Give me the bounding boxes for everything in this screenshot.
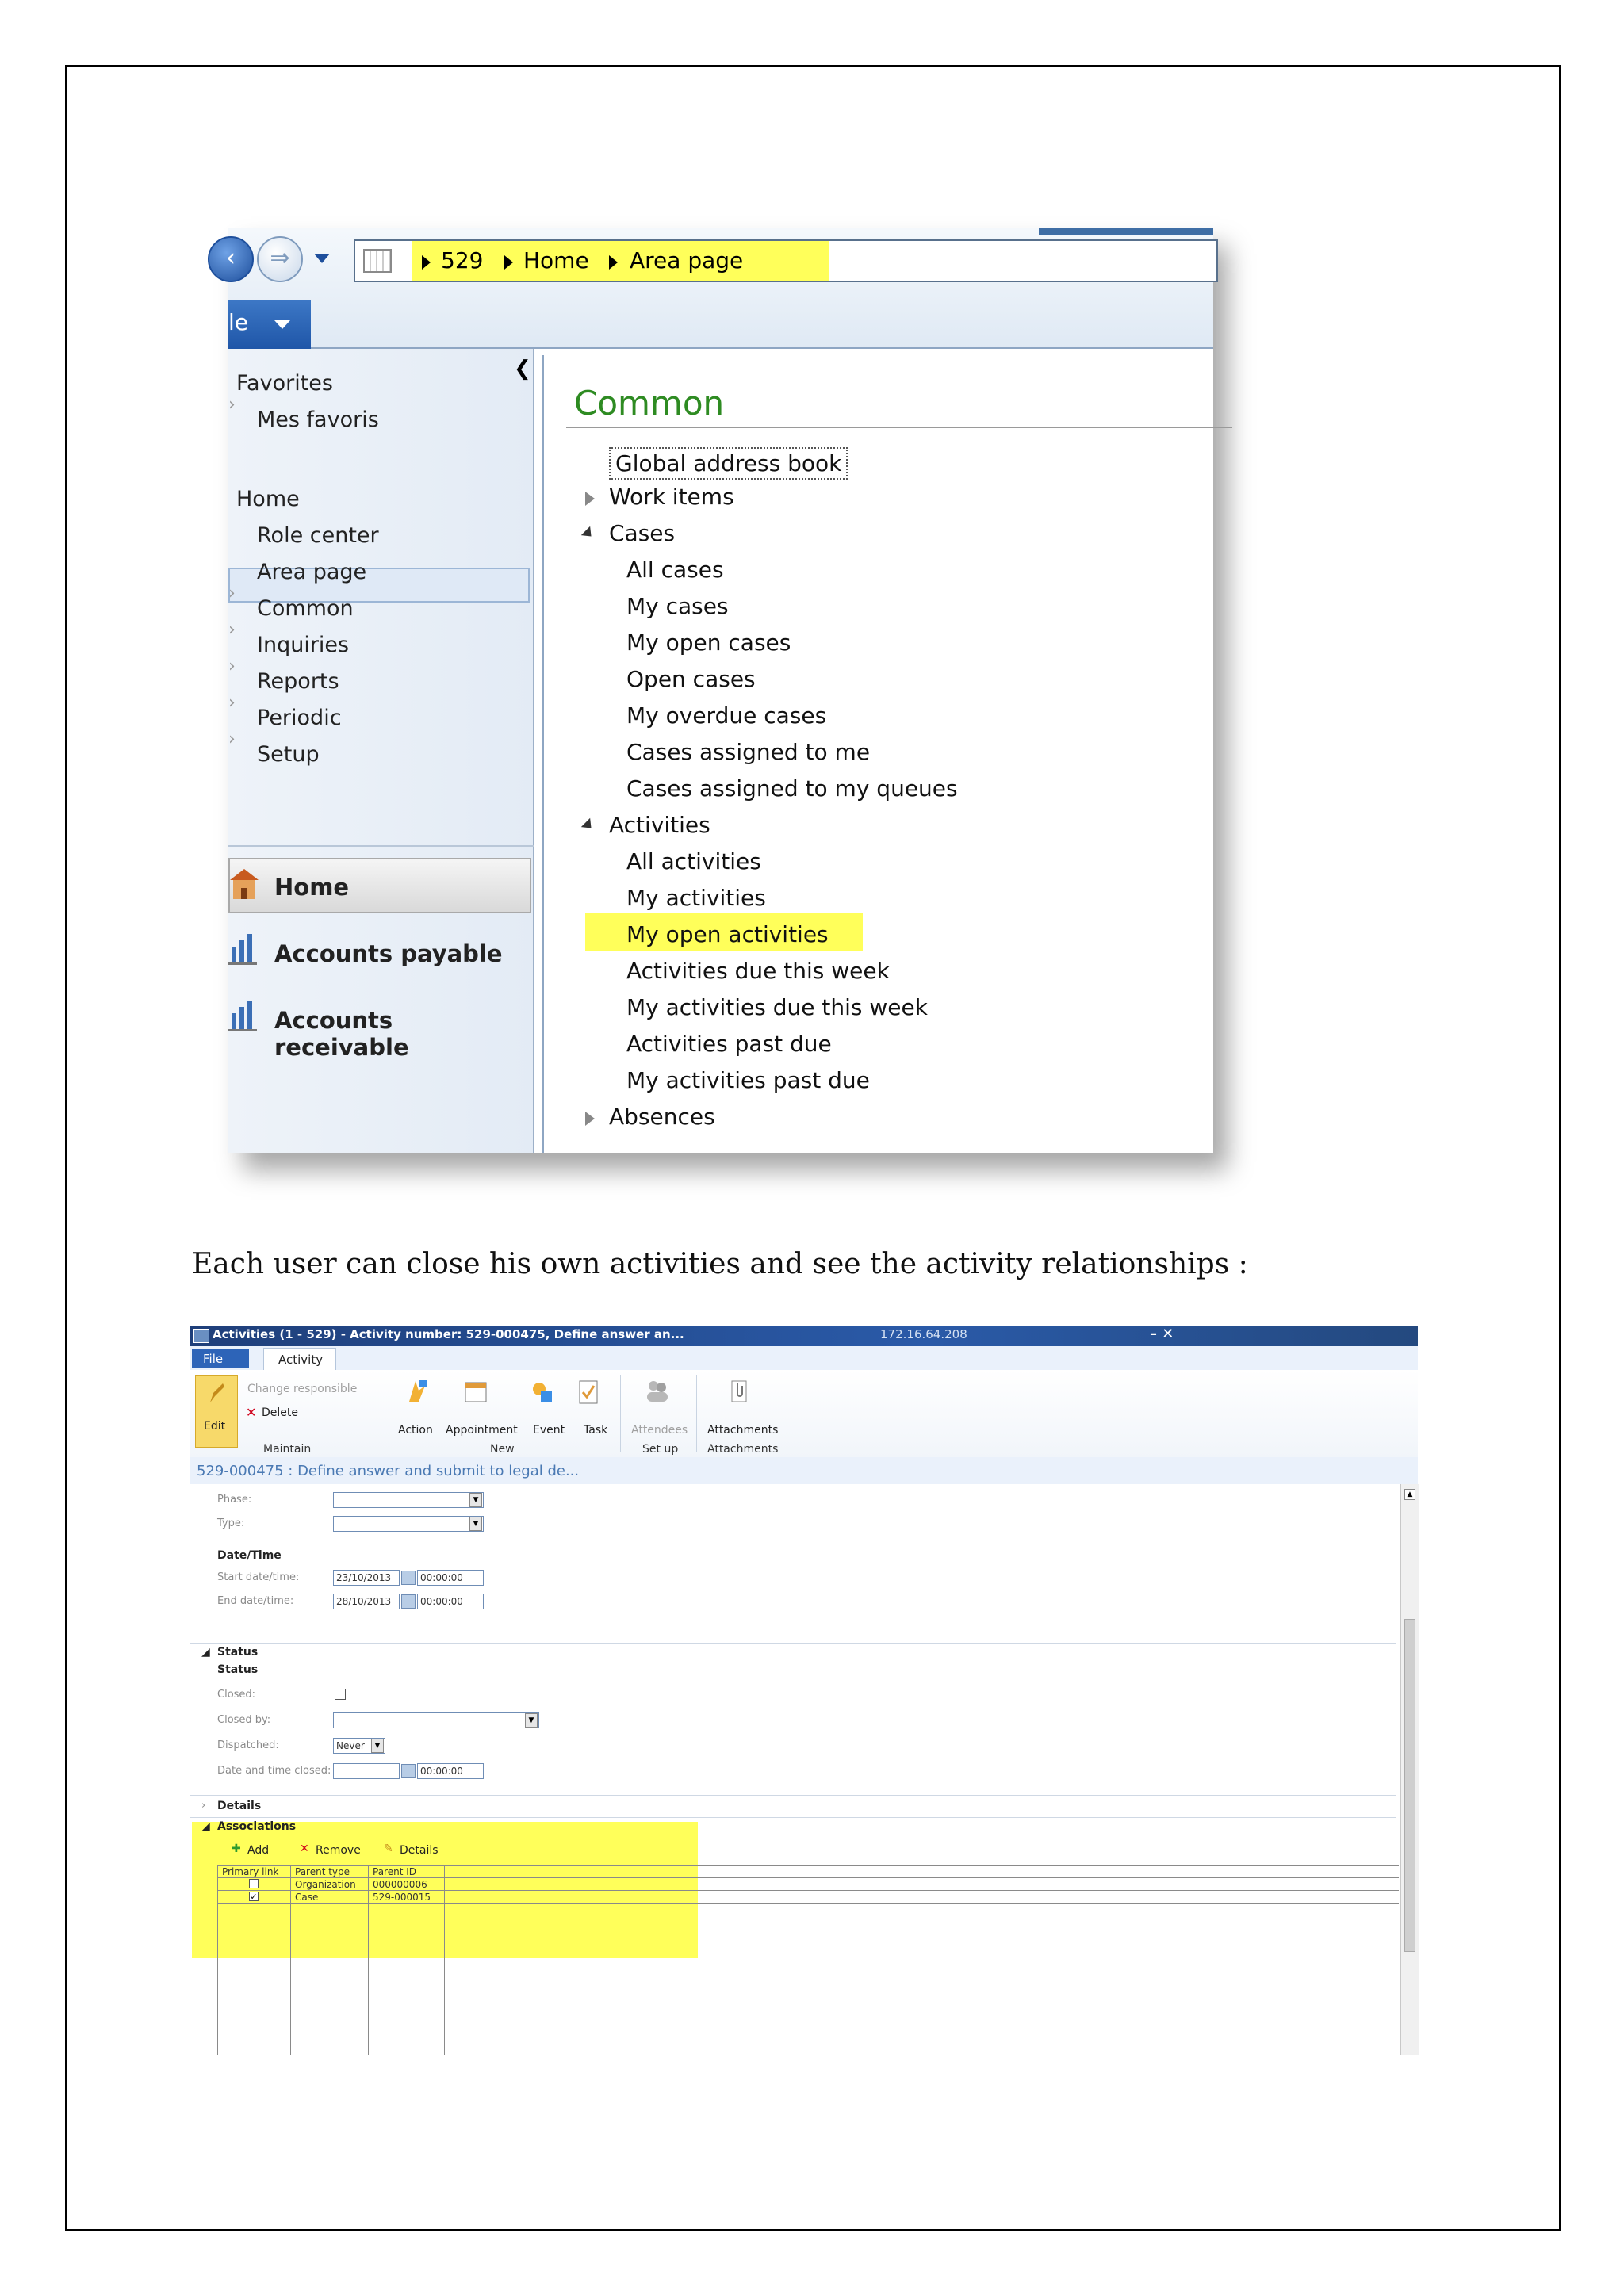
event-button[interactable]: Event <box>533 1424 565 1437</box>
breadcrumb-item-area-page[interactable]: Area page <box>630 247 744 274</box>
menu-item-my-overdue-cases[interactable]: My overdue cases <box>626 702 827 729</box>
edit-button[interactable] <box>195 1375 238 1448</box>
menu-item-activities-past-due[interactable]: Activities past due <box>626 1031 832 1057</box>
closed-by-select[interactable] <box>333 1712 539 1728</box>
breadcrumb[interactable] <box>354 239 1218 282</box>
chevron-down-icon[interactable]: ▼ <box>469 1493 482 1507</box>
forward-button[interactable] <box>257 236 303 282</box>
appointment-button[interactable]: Appointment <box>446 1424 518 1437</box>
caption: Each user can close his own activities and see the activity relationships : <box>192 1248 1248 1280</box>
nav-group-favorites[interactable]: Favorites <box>236 371 333 396</box>
menu-group-work-items[interactable]: Work items <box>609 484 734 510</box>
breadcrumb-item-home[interactable]: Home <box>523 247 589 274</box>
menu-item-cases-assigned-to-my-queues[interactable]: Cases assigned to my queues <box>626 775 958 802</box>
collapse-icon[interactable] <box>581 526 596 541</box>
window-title-bar <box>190 1326 1418 1346</box>
menu-item-my-activities-past-due[interactable]: My activities past due <box>626 1067 870 1093</box>
table-cell-parent-type[interactable]: Case <box>295 1892 319 1903</box>
collapse-icon[interactable]: ◢ <box>201 1820 210 1833</box>
section-status[interactable]: Status <box>217 1646 259 1659</box>
breadcrumb-item-company[interactable]: 529 <box>441 247 484 274</box>
module-home[interactable]: Home <box>274 874 350 901</box>
attachments-button[interactable]: Attachments <box>707 1424 779 1437</box>
grid-column-border <box>217 1865 218 2055</box>
nav-item-inquiries[interactable]: Inquiries <box>257 633 350 657</box>
area-page-content <box>542 355 1213 1153</box>
area-page-screenshot <box>228 228 1213 1153</box>
grid-column-border <box>290 1865 291 2055</box>
action-icon <box>404 1378 430 1405</box>
chevron-right-icon: › <box>228 395 236 415</box>
collapse-pane-icon[interactable]: ❮ <box>514 357 531 381</box>
navigation-pane <box>228 349 534 1153</box>
ribbon-separator <box>620 1375 621 1452</box>
chevron-down-icon[interactable]: ▼ <box>525 1713 538 1728</box>
nav-item-reports[interactable]: Reports <box>257 669 339 694</box>
column-header-parent-type[interactable]: Parent type <box>295 1866 350 1877</box>
grid-column-border <box>368 1865 369 2055</box>
menu-item-my-cases[interactable]: My cases <box>626 593 729 619</box>
grid-icon <box>363 249 392 273</box>
attendees-button[interactable]: Attendees <box>631 1424 688 1437</box>
primary-link-checkbox-checked[interactable]: ✓ <box>250 1892 258 1902</box>
delete-icon: ✕ <box>246 1405 257 1420</box>
start-time-input[interactable]: 00:00:00 <box>417 1570 484 1586</box>
arrow-left-icon: ‹ <box>226 244 236 272</box>
module-accounts-payable[interactable]: Accounts payable <box>274 940 503 967</box>
menu-group-absences[interactable]: Absences <box>609 1104 715 1130</box>
end-date-input[interactable]: 28/10/2013 <box>333 1594 400 1609</box>
nav-item-mes-favoris[interactable]: Mes favoris <box>257 408 379 432</box>
file-menu-label: File <box>203 1352 224 1366</box>
section-divider <box>190 1795 1396 1796</box>
nav-item-setup[interactable]: Setup <box>257 742 320 767</box>
menu-bar <box>190 1346 1418 1371</box>
field-label-type: Type: <box>217 1517 245 1529</box>
module-divider <box>228 845 534 847</box>
app-icon <box>193 1329 209 1343</box>
menu-item-my-activities-due-this-week[interactable]: My activities due this week <box>626 994 928 1020</box>
group-header-status: Status <box>217 1663 259 1676</box>
start-date-input[interactable]: 23/10/2013 <box>333 1570 400 1586</box>
accounts-receivable-icon <box>228 997 260 1032</box>
tab-activity[interactable] <box>263 1348 336 1372</box>
calendar-icon[interactable] <box>401 1571 416 1585</box>
chevron-right-icon: › <box>228 729 236 749</box>
file-menu-button[interactable] <box>228 300 311 349</box>
event-icon <box>530 1378 555 1405</box>
chevron-right-icon: › <box>228 656 236 676</box>
remove-button[interactable]: Remove <box>316 1844 361 1857</box>
date-closed-input[interactable] <box>333 1763 400 1779</box>
window-controls[interactable]: – ✕ <box>1150 1326 1174 1342</box>
record-title: 529-000475 : Define answer and submit to legal de... <box>197 1463 580 1479</box>
appointment-icon <box>463 1378 488 1405</box>
field-label-end: End date/time: <box>217 1595 294 1607</box>
menu-item-activities-due-this-week[interactable]: Activities due this week <box>626 958 890 984</box>
expand-icon[interactable]: › <box>201 1800 206 1812</box>
chevron-right-icon <box>609 255 618 270</box>
field-label-date-closed: Date and time closed: <box>217 1765 331 1777</box>
activity-form-screenshot <box>190 1326 1418 2055</box>
dispatched-select[interactable]: Never <box>333 1738 385 1754</box>
grid-header-border <box>217 1877 1399 1878</box>
grid-border <box>217 1865 1399 1866</box>
chevron-down-icon <box>274 320 290 329</box>
address-bar-area <box>228 228 1213 349</box>
home-icon <box>228 866 260 901</box>
section-associations[interactable]: Associations <box>217 1820 297 1833</box>
accounts-payable-icon <box>228 931 260 966</box>
ribbon-group-attachments: Attachments <box>707 1443 779 1456</box>
title-strip <box>1039 228 1213 235</box>
server-ip: 172.16.64.208 <box>880 1327 967 1341</box>
file-menu-label: le <box>228 309 249 335</box>
menu-item-my-open-cases[interactable]: My open cases <box>626 629 791 656</box>
section-title: Common <box>574 384 725 423</box>
closed-checkbox[interactable] <box>335 1689 346 1700</box>
nav-group-home[interactable]: Home <box>236 487 300 511</box>
table-cell-parent-id[interactable]: 529-000015 <box>373 1892 431 1903</box>
chevron-right-icon: › <box>228 693 236 713</box>
nav-item-area-page[interactable]: Area page <box>257 560 367 584</box>
menu-group-cases[interactable]: Cases <box>609 520 676 546</box>
chevron-down-icon[interactable]: ▼ <box>469 1517 482 1531</box>
details-button[interactable]: Details <box>400 1844 439 1857</box>
field-label-dispatched: Dispatched: <box>217 1739 279 1751</box>
arrow-right-icon: ⇒ <box>270 244 290 272</box>
calendar-icon[interactable] <box>401 1764 416 1778</box>
task-button[interactable]: Task <box>584 1424 608 1437</box>
section-divider <box>566 427 1232 428</box>
chevron-right-icon: › <box>228 584 236 603</box>
tab-activity-label: Activity <box>278 1353 324 1367</box>
change-responsible-button[interactable]: Change responsible <box>247 1383 358 1395</box>
ribbon-separator <box>696 1375 697 1452</box>
menu-item-all-cases[interactable]: All cases <box>626 557 724 583</box>
menu-group-activities[interactable]: Activities <box>609 812 710 838</box>
end-time-input[interactable]: 00:00:00 <box>417 1594 484 1609</box>
tab-bar <box>228 295 1213 349</box>
window-title: Activities (1 - 529) - Activity number: 529-000475, Define answer an... <box>213 1327 684 1341</box>
section-divider <box>190 1643 1396 1644</box>
history-dropdown-icon[interactable] <box>314 254 330 263</box>
chevron-right-icon <box>504 255 513 270</box>
expand-icon[interactable] <box>585 492 595 506</box>
group-header-date-time: Date/Time <box>217 1549 282 1562</box>
field-label-phase: Phase: <box>217 1494 252 1506</box>
task-icon <box>576 1378 601 1405</box>
menu-item-open-cases[interactable]: Open cases <box>626 666 756 692</box>
phase-select[interactable] <box>333 1492 484 1508</box>
menu-item-my-activities[interactable]: My activities <box>626 885 766 911</box>
calendar-icon[interactable] <box>401 1594 416 1609</box>
file-menu-button[interactable] <box>192 1349 249 1368</box>
menu-item-all-activities[interactable]: All activities <box>626 848 761 874</box>
ribbon-group-set-up: Set up <box>642 1443 679 1456</box>
back-button[interactable] <box>208 236 254 282</box>
grid-row-border <box>217 1890 1399 1891</box>
module-accounts-receivable[interactable]: Accounts receivable <box>274 1007 409 1061</box>
chevron-down-icon[interactable]: ▼ <box>371 1739 384 1753</box>
section-details[interactable]: Details <box>217 1800 262 1812</box>
menu-item-global-address-book[interactable]: Global address book <box>609 447 848 480</box>
grid-row-border <box>217 1903 1399 1904</box>
type-select[interactable] <box>333 1516 484 1532</box>
table-cell-parent-type[interactable]: Organization <box>295 1879 356 1890</box>
remove-icon: ✕ <box>300 1843 309 1855</box>
time-closed-input[interactable]: 00:00:00 <box>417 1763 484 1779</box>
collapse-icon[interactable] <box>581 818 596 832</box>
scroll-up-icon[interactable]: ▲ <box>1404 1489 1415 1500</box>
field-label-closed-by: Closed by: <box>217 1714 271 1726</box>
edit-label: Edit <box>204 1420 226 1433</box>
ribbon <box>190 1370 1418 1458</box>
ribbon-group-maintain: Maintain <box>263 1443 312 1456</box>
add-button[interactable]: Add <box>247 1844 270 1857</box>
delete-button[interactable]: Delete <box>262 1406 298 1419</box>
nav-item-periodic[interactable]: Periodic <box>257 706 342 730</box>
chevron-right-icon: › <box>228 620 236 640</box>
nav-item-common[interactable]: Common <box>257 596 354 621</box>
table-cell-parent-id[interactable]: 000000006 <box>373 1879 427 1890</box>
action-button[interactable]: Action <box>398 1424 433 1437</box>
nav-item-role-center[interactable]: Role center <box>257 523 379 548</box>
add-icon: ✚ <box>232 1843 241 1855</box>
column-header-primary-link[interactable]: Primary link <box>222 1866 279 1877</box>
menu-item-cases-assigned-to-me[interactable]: Cases assigned to me <box>626 739 871 765</box>
vertical-scrollbar[interactable] <box>1400 1484 1419 2055</box>
details-icon: ✎ <box>384 1843 393 1855</box>
chevron-right-icon <box>422 255 431 270</box>
record-header <box>190 1457 1418 1485</box>
field-label-closed: Closed: <box>217 1689 256 1701</box>
attachments-icon <box>726 1378 752 1405</box>
field-label-start: Start date/time: <box>217 1571 300 1583</box>
primary-link-checkbox[interactable] <box>249 1879 259 1888</box>
menu-item-my-open-activities[interactable]: My open activities <box>626 921 829 947</box>
section-divider <box>190 1817 1396 1818</box>
expand-icon[interactable] <box>585 1112 595 1126</box>
collapse-icon[interactable]: ◢ <box>201 1646 210 1659</box>
column-header-parent-id[interactable]: Parent ID <box>373 1866 417 1877</box>
attendees-icon <box>644 1378 669 1405</box>
pencil-icon <box>207 1382 226 1406</box>
scroll-thumb[interactable] <box>1404 1619 1415 1952</box>
grid-column-border <box>444 1865 445 2055</box>
ribbon-group-new: New <box>490 1443 515 1456</box>
